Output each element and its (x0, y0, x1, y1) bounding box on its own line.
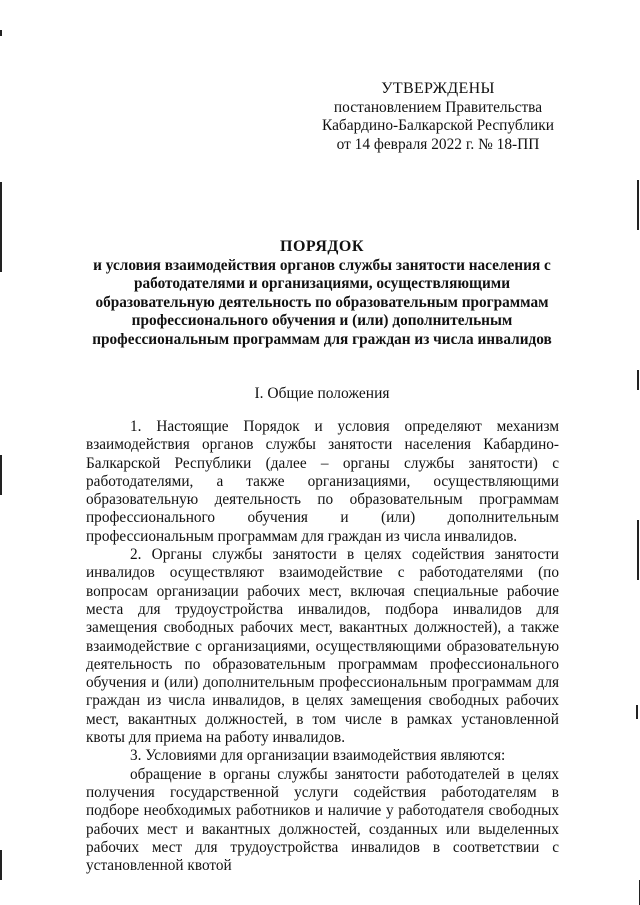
document-title (80, 238, 564, 350)
scan-artifact (0, 850, 2, 880)
approval-line: Кабардино-Балкарской Республики (322, 117, 554, 134)
paragraph: 2. Органы службы занятости в целях содействия занятости инвалидов осуществляют взаимодействие с работодателями (по вопросам организации рабочих мест, включая специальные рабочие места для трудоустройства инвалидов, подбора инвалидов для замещения свободных рабочих мест, вакантных должностей), а также взаимодействие с организациями, осуществляющими образовательную деятельность по образовательным программам профессионального обучения и (или) дополнительным профессиональным программам для граждан из числа инвалидов, в целях замещения свободных рабочих мест, вакантных должностей, в том числе в рамках установленной квоты для приема на работу инвалидов. (86, 546, 559, 747)
paragraph: 3. Условиями для организации взаимодействия являются: (130, 747, 506, 765)
scan-artifact (637, 370, 639, 390)
title-main: ПОРЯДОК (280, 238, 364, 255)
paragraph: 1. Настоящие Порядок и условия определяют механизм взаимодействия органов службы занятости населения Кабардино-Балкарской Республики (далее – органы службы занятости) с работодателями, а также организациями, осуществляющими образовательную деятельность по образовательным программам профессионального обучения и (или) дополнительным профессиональным программам для граждан из числа инвалидов. (86, 418, 559, 545)
scan-artifact (637, 520, 639, 580)
approval-heading: УТВЕРЖДЕНЫ (381, 80, 495, 97)
approval-stamp (318, 80, 558, 154)
document-body (86, 418, 559, 875)
approval-line: от 14 февраля 2022 г. № 18-ПП (336, 135, 540, 153)
title-subtitle: и условия взаимодействия органов службы занятости населения с работодателями и организациями, осуществляющими образовательную деятельность по образовательным программам профессионального обучения и (или) дополнительным профессиональным программам для граждан из числа инвалидов (92, 256, 552, 348)
paragraph: обращение в органы службы занятости работодателей в целях получения государственной услуги содействия работодателям в подборе необходимых работников и наличие у работодателя свободных рабочих мест и вакантных должностей, созданных или выделенных рабочих мест для трудоустройства инвалидов в соответствии с установленной квотой (86, 765, 559, 875)
scan-artifact (637, 180, 639, 230)
scan-artifact (636, 705, 638, 719)
scan-artifact (0, 182, 2, 272)
scan-artifact (0, 455, 2, 495)
approval-line: постановлением Правительства (333, 98, 543, 116)
scan-artifact (0, 30, 2, 36)
section-heading: I. Общие положения (254, 385, 390, 402)
